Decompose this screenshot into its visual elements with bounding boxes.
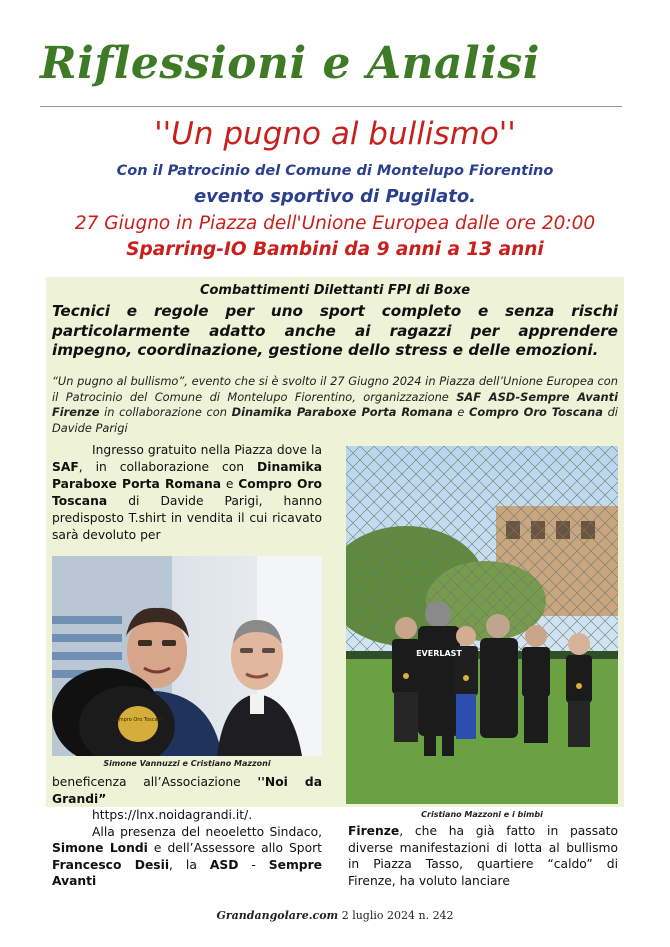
intro-sponsor: Compro Oro Toscana — [469, 405, 603, 419]
intro-partner: Dinamika Paraboxe Porta Romana — [231, 405, 453, 419]
intro-text: “Un pugno al bullismo”, evento che si è svolto il 27 Giugno 2024 in Piazza dell’Unione Europea con il Patrocinio del Comune di Montelupo Fiorentino, organizzazione — [52, 374, 618, 404]
body-bold: ''Noi da Grandi” — [52, 775, 322, 806]
body-bold: Francesco Desii — [52, 857, 170, 872]
footer-site[interactable]: Grandangolare.com — [216, 909, 339, 922]
panel-intro — [52, 374, 618, 436]
masthead-divider — [40, 106, 622, 107]
glove-label: Compro Oro Toscana — [112, 717, 164, 723]
body-text: e — [221, 477, 239, 491]
body-bold: Compro Oro Toscana — [52, 477, 322, 508]
right-column-text — [348, 823, 618, 889]
left-column-text-continued — [52, 774, 322, 890]
body-text: beneficenza all’Associazione — [52, 775, 258, 789]
photo-selfie-illustration — [52, 556, 322, 756]
intro-org: SAF ASD-Sempre Avanti Firenze — [52, 389, 618, 419]
body-text: Ingresso gratuito nella Piazza dove la — [92, 443, 322, 457]
photo-group-illustration — [346, 446, 618, 804]
intro-text: in collaborazione con — [99, 405, 232, 419]
photo-group-caption: Cristiano Mazzoni e i bimbi — [421, 810, 543, 819]
intro-text: e — [452, 405, 470, 419]
body-text: - — [238, 857, 269, 872]
body-text: , che ha già fatto in passato diverse manifestazioni di lotta al bullismo in Piazza Tasso, quartiere “caldo” di Firenze, ha voluto lanciare — [348, 824, 618, 888]
body-bold: ASD — [209, 857, 239, 872]
photo-selfie-caption: Simone Vannuzzi e Cristiano Mazzoni — [103, 759, 271, 768]
event-subhead: evento sportivo di Pugilato. — [193, 186, 477, 207]
body-bold: Sempre Avanti — [52, 857, 322, 888]
shirt-label: EVERLAST — [416, 649, 462, 658]
body-text: Alla presenza del neoeletto Sindaco, — [92, 824, 322, 839]
date-subhead: 27 Giugno in Piazza dell'Unione Europea dalle ore 20:00 — [74, 213, 596, 234]
photo-selfie — [52, 556, 322, 756]
body-text: , in collaborazione con — [78, 460, 258, 474]
footer-issue: 2 luglio 2024 n. 242 — [338, 909, 454, 922]
panel-title: Combattimenti Dilettanti FPI di Boxe — [199, 283, 471, 298]
left-column-text — [52, 442, 322, 544]
body-bold: SAF — [52, 460, 79, 474]
footer — [0, 909, 670, 922]
intro-text: di Davide Parigi — [52, 405, 618, 435]
body-bold: Simone Londi — [52, 841, 148, 855]
sparring-subhead: Sparring-IO Bambini da 9 anni a 13 anni — [126, 239, 544, 260]
body-text: e dell’Assessore allo Sport — [147, 841, 322, 855]
patronage-subhead: Con il Patrocinio del Comune di Montelupo Fiorentino — [116, 163, 554, 179]
body-bold: Dinamika Paraboxe Porta Romana — [52, 460, 322, 491]
panel-lead: Tecnici e regole per uno sport completo e senza rischi particolarmente adatto anche ai ragazzi per apprendere impegno, coordinazione, gestione dello stress e delle emozioni. — [52, 302, 618, 359]
headline: ''Un pugno al bullismo'' — [154, 116, 516, 152]
masthead-title: Riflessioni e Analisi — [40, 38, 540, 89]
body-text: , la — [169, 857, 210, 872]
body-bold: Firenze — [348, 824, 400, 838]
body-text: di Davide Parigi, hanno predisposto T.shirt in vendita il cui ricavato sarà devoluto per — [52, 494, 322, 542]
association-link[interactable]: https://lnx.noidagrandi.it/. — [92, 808, 253, 822]
photo-group — [346, 446, 618, 804]
